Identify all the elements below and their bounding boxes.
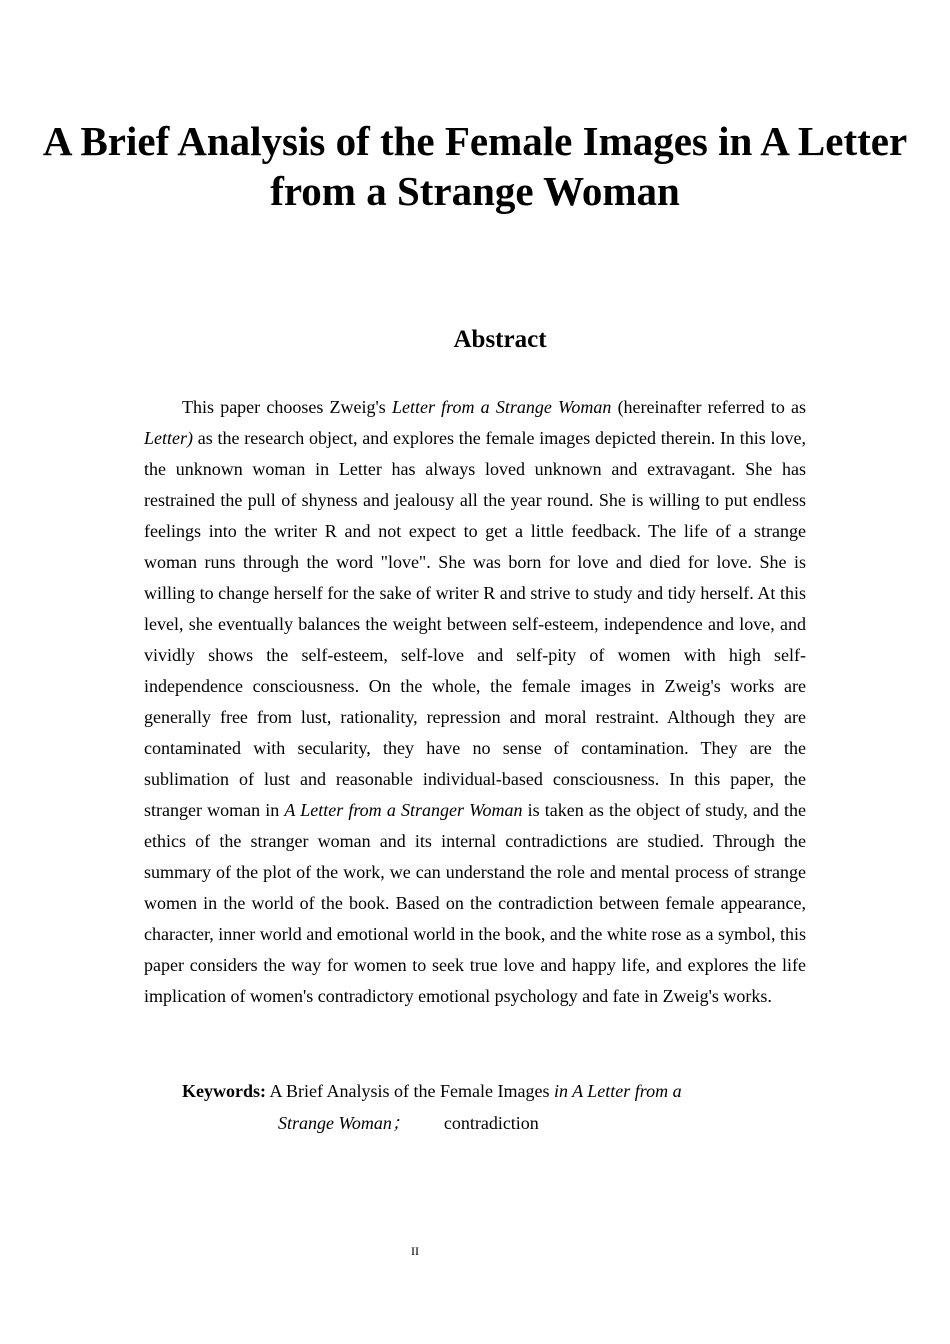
work-title-italic: A Letter from a Stranger Woman (284, 800, 523, 820)
abstract-body (144, 392, 806, 1012)
keyword-text: contradiction (443, 1113, 539, 1133)
abstract-text: as the research object, and explores the female images depicted therein. In this love, the unknown woman in Letter has always loved unknown and extravagant. She has restrained the pull of shyness and jealousy all the year round. She is willing to put endless feelings into the writer R and not expect to get a little feedback. The life of a strange woman runs through the word "love". She was born for love and died for love. She is willing to change herself for the sake of writer R and strive to study and tidy herself. At this level, she eventually balances the weight between self-esteem, independence and love, and vividly shows the self-esteem, self-love and self-pity of women with high self-independence consciousness. On the whole, the female images in Zweig's works are generally free from lust, rationality, repression and moral restraint. Although they are contaminated with secularity, they have no sense of contamination. They are the sublimation of lust and reasonable individual-based consciousness. In this paper, the stranger woman in (144, 428, 806, 820)
abstract-text: This paper chooses Zweig's (182, 397, 392, 417)
page-number: II (411, 1244, 419, 1258)
keyword-italic: in A Letter from a (553, 1081, 682, 1101)
short-title-italic: Letter) (144, 428, 193, 448)
work-title-italic: Letter from a Strange Woman (391, 397, 612, 417)
paper-title: A Brief Analysis of the Female Images in A Letter from a Strange Woman (42, 118, 908, 214)
keyword-text: A Brief Analysis of the Female Images (266, 1081, 554, 1101)
keywords-block (182, 1075, 742, 1139)
abstract-text: is taken as the object of study, and the ethics of the stranger woman and its internal contradictions are studied. Through the summary of the plot of the work, we can understand the role and mental process of strange women in the world of the book. Based on the contradiction between female appearance, character, inner world and emotional world in the book, and the white rose as a symbol, this paper considers the way for women to seek true love and happy life, and explores the life implication of women's contradictory emotional psychology and fate in Zweig's works. (144, 800, 806, 1006)
abstract-text: (hereinafter referred to as (611, 397, 806, 417)
keyword-italic: Strange Woman； (278, 1113, 410, 1133)
keywords-line-2 (182, 1107, 742, 1139)
keywords-label: Keywords: (182, 1081, 266, 1101)
abstract-heading: Abstract (453, 326, 547, 353)
